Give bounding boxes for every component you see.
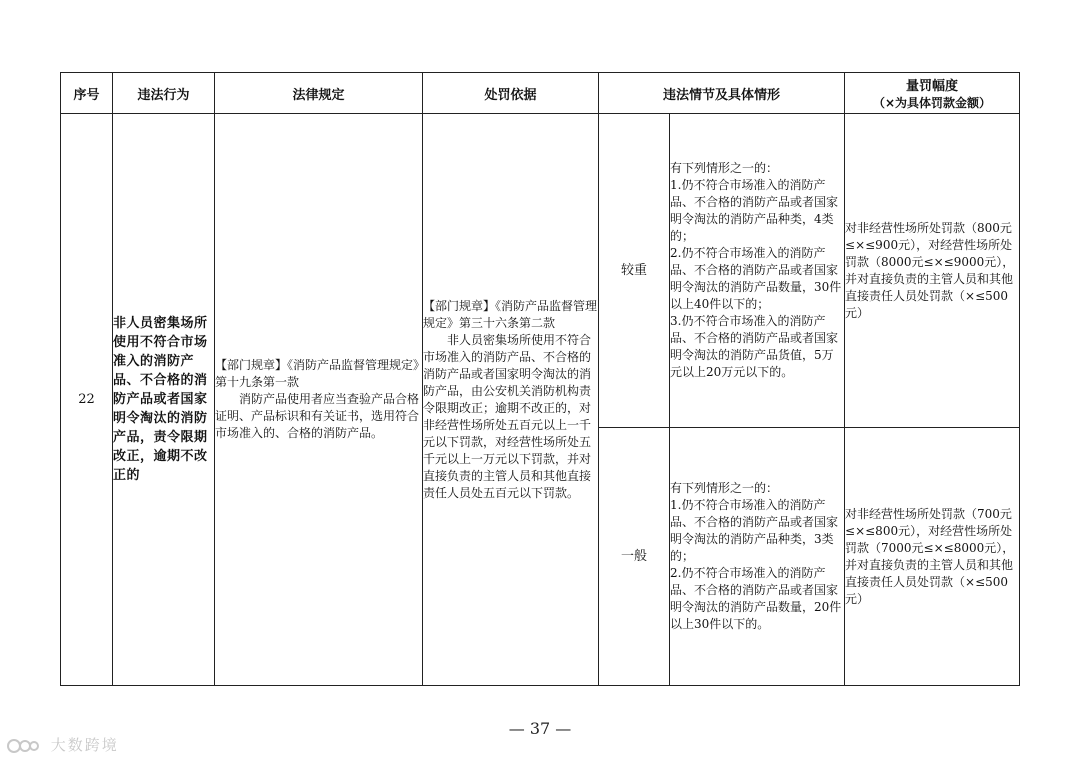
legal-provision <box>215 114 423 686</box>
watermark-text: 大数跨境 <box>50 736 119 754</box>
header-basis: 处罚依据 <box>423 73 599 114</box>
header-law: 法律规定 <box>215 73 423 114</box>
range-serious: 对非经营性场所处罚款（800元≤×≤900元），对经营性场所处罚款（8000元≤×≤9000元），并对直接负责的主管人员和其他直接责任人员处罚款（×≤500元） <box>845 114 1020 428</box>
header-row <box>61 73 1020 114</box>
detail-item: 1.仍不符合市场准入的消防产品、不合格的消防产品或者国家明令淘汰的消防产品种类，3类的； <box>670 498 839 563</box>
basis-title: 【部门规章】《消防产品监督管理规定》第三十六条第二款 <box>423 298 598 330</box>
violation-act: 非人员密集场所使用不符合市场准入的消防产品、不合格的消防产品或者国家明令淘汰的消防产品，责令限期改正，逾期不改正的 <box>113 114 215 686</box>
detail-serious <box>670 114 845 428</box>
level-general: 一般 <box>599 428 670 686</box>
header-act: 违法行为 <box>113 73 215 114</box>
basis-body: 非人员密集场所使用不符合市场准入的消防产品、不合格的消防产品或者国家明令淘汰的消防产品，由公安机关消防机构责令限期改正；逾期不改正的，对非经营性场所处五百元以上一千元以下罚款，对经营性场所处五千元以上一万元以下罚款，并对直接负责的主管人员和其他直接责任人员处五百元以下罚款。 <box>423 332 592 500</box>
detail-item: 2.仍不符合市场准入的消防产品、不合格的消防产品或者国家明令淘汰的消防产品数量，30件以上40件以下的； <box>670 246 842 311</box>
detail-item: 3.仍不符合市场准入的消防产品、不合格的消防产品或者国家明令淘汰的消防产品货值，5万元以上20万元以下的。 <box>670 314 839 379</box>
watermark-logo-icon <box>6 737 40 755</box>
law-body: 消防产品使用者应当查验产品合格证明、产品标识和有关证书，选用符合市场准入的、合格的消防产品。 <box>215 392 420 440</box>
page-number: — 37 — <box>508 719 572 738</box>
header-range <box>845 73 1020 114</box>
header-seq: 序号 <box>61 73 113 114</box>
header-range-sub: （×为具体罚款金额） <box>872 96 992 110</box>
detail-intro: 有下列情形之一的： <box>670 481 779 495</box>
range-general: 对非经营性场所处罚款（700元≤×≤800元），对经营性场所处罚款（7000元≤×≤8000元），并对直接负责的主管人员和其他直接责任人员处罚款（×≤500元） <box>845 428 1020 686</box>
table-row <box>61 114 1020 428</box>
watermark <box>6 734 119 755</box>
penalty-basis <box>423 114 599 686</box>
detail-item: 1.仍不符合市场准入的消防产品、不合格的消防产品或者国家明令淘汰的消防产品种类，4类的； <box>670 178 839 243</box>
level-serious: 较重 <box>599 114 670 428</box>
law-title: 【部门规章】《消防产品监督管理规定》第十九条第一款 <box>215 358 420 389</box>
header-range-title: 量罚幅度 <box>906 79 959 94</box>
row-seq: 22 <box>61 114 113 686</box>
header-situation: 违法情节及具体情形 <box>599 73 845 114</box>
detail-item: 2.仍不符合市场准入的消防产品、不合格的消防产品或者国家明令淘汰的消防产品数量，20件以上30件以下的。 <box>670 566 842 631</box>
detail-intro: 有下列情形之一的： <box>670 161 779 175</box>
detail-general <box>670 428 845 686</box>
penalty-table <box>60 72 1020 686</box>
